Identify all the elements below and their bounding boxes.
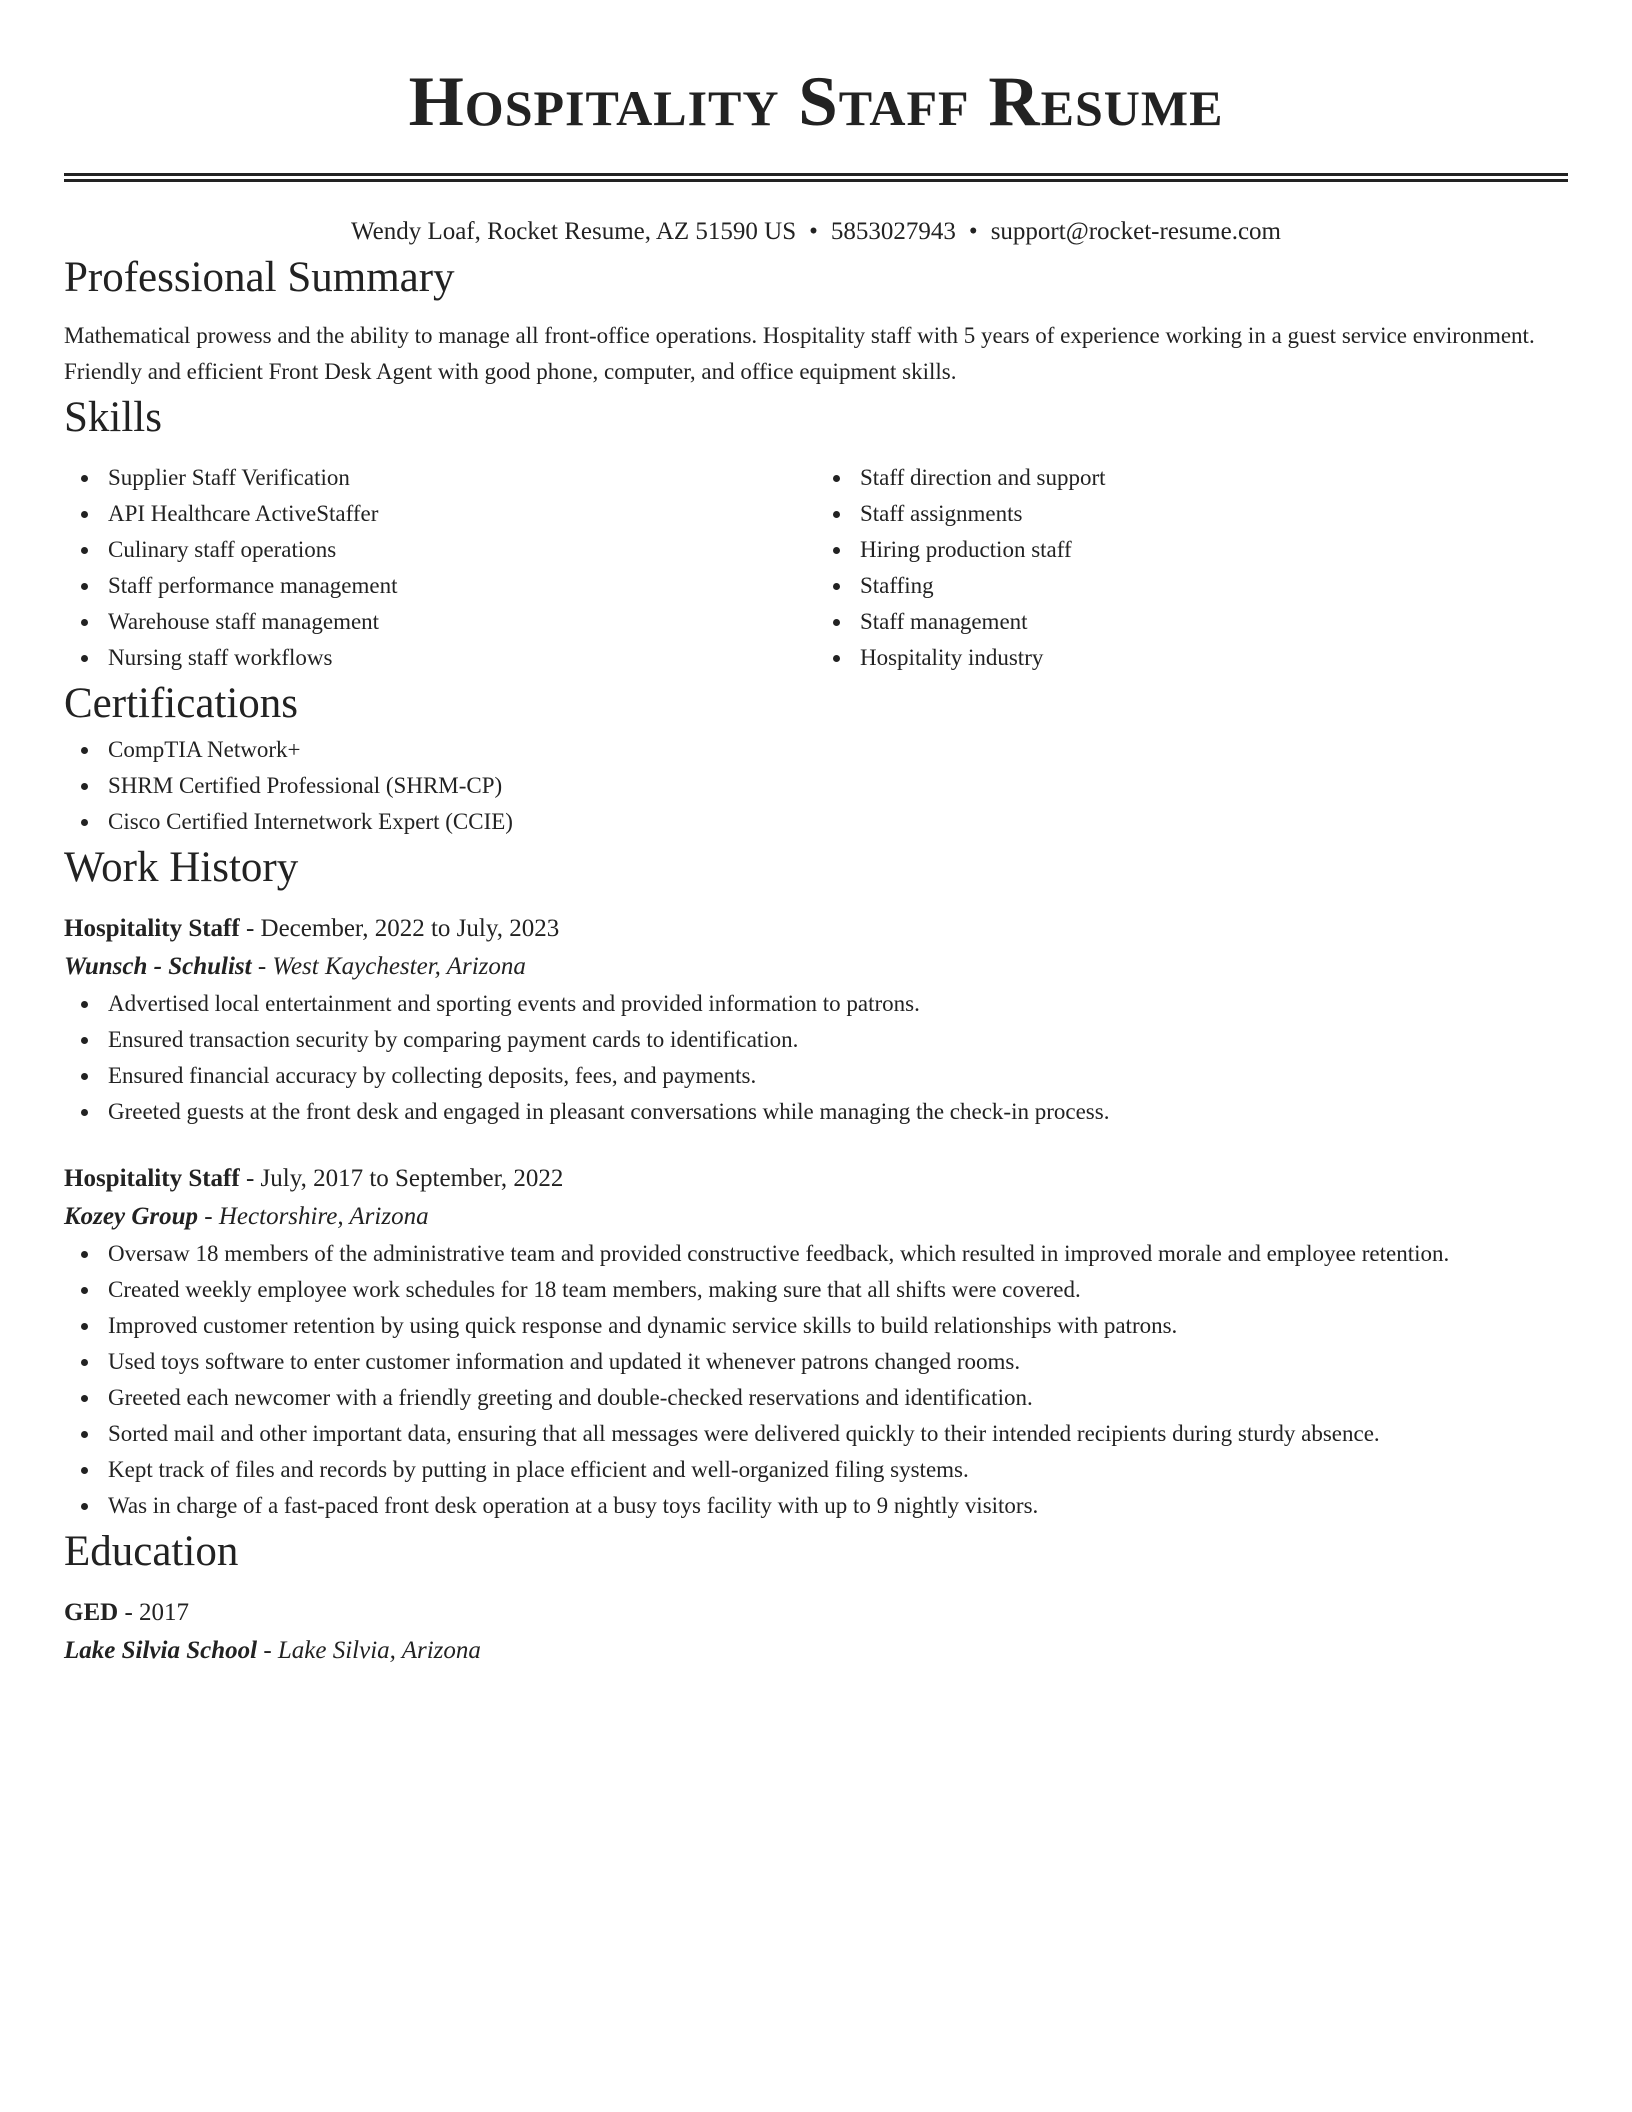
- job-title: Hospitality Staff: [64, 915, 240, 942]
- skill-item: Hospitality industry: [816, 640, 1568, 676]
- job-entry: [64, 910, 1568, 1130]
- contact-email: support@rocket-resume.com: [990, 218, 1281, 245]
- education-school-line: [64, 1632, 1568, 1670]
- summary-text: Mathematical prowess and the ability to manage all front-office operations. Hospitality staff with 5 years of experience working in a guest service environment. Friendly and efficient Front Desk Agent with good phone, computer, and office equipment skills.: [64, 323, 1535, 384]
- skill-item: Staff direction and support: [816, 460, 1568, 496]
- job-duty-item: Advertised local entertainment and sporting events and provided information to patrons.: [64, 986, 1568, 1022]
- education-heading: Education: [64, 1528, 239, 1575]
- skill-item: Staff performance management: [64, 568, 816, 604]
- company-name: Wunsch - Schulist: [64, 953, 252, 980]
- company-name: Kozey Group: [64, 1203, 199, 1230]
- title-divider: [64, 173, 1568, 182]
- skills-list-left: [64, 460, 816, 676]
- job-duty-item: Used toys software to enter customer information and updated it whenever patrons changed rooms.: [64, 1344, 1568, 1380]
- skill-item: Nursing staff workflows: [64, 640, 816, 676]
- job-title-line: [64, 910, 1568, 948]
- education-degree-line: [64, 1594, 1568, 1632]
- job-duty-item: Created weekly employee work schedules for 18 team members, making sure that all shifts were covered.: [64, 1272, 1568, 1308]
- job-dates: - December, 2022 to July, 2023: [239, 915, 560, 942]
- contact-address: Wendy Loaf, Rocket Resume, AZ 51590 US: [351, 218, 797, 245]
- certification-item: CompTIA Network+: [64, 732, 1568, 768]
- job-duty-item: Ensured financial accuracy by collecting deposits, fees, and payments.: [64, 1058, 1568, 1094]
- work-history-heading: Work History: [64, 844, 299, 891]
- job-dates: - July, 2017 to September, 2022: [239, 1165, 564, 1192]
- job-entry: [64, 1160, 1568, 1524]
- skill-item: API Healthcare ActiveStaffer: [64, 496, 816, 532]
- skill-item: Warehouse staff management: [64, 604, 816, 640]
- contact-line: [64, 214, 1568, 250]
- contact-phone: 5853027943: [830, 218, 956, 245]
- company-location: - Hectorshire, Arizona: [198, 1203, 429, 1230]
- summary-heading: Professional Summary: [64, 254, 455, 301]
- job-duty-item: Kept track of files and records by putting in place efficient and well-organized filing systems.: [64, 1452, 1568, 1488]
- job-duty-item: Greeted each newcomer with a friendly greeting and double-checked reservations and identification.: [64, 1380, 1568, 1416]
- company-location: - West Kaychester, Arizona: [251, 953, 526, 980]
- skills-list-right: [816, 460, 1568, 676]
- job-duty-item: Was in charge of a fast-paced front desk operation at a busy toys facility with up to 9 nightly visitors.: [64, 1488, 1568, 1524]
- skill-item: Staff assignments: [816, 496, 1568, 532]
- contact-separator: •: [809, 218, 818, 245]
- job-duty-item: Sorted mail and other important data, ensuring that all messages were delivered quickly to their intended recipients during sturdy absence.: [64, 1416, 1568, 1452]
- certifications-heading: Certifications: [64, 680, 299, 727]
- skills-heading: Skills: [64, 394, 162, 441]
- resume-title: Hospitality Staff Resume: [408, 63, 1224, 141]
- company-line: [64, 1198, 1568, 1236]
- education-school: Lake Silvia School: [64, 1637, 258, 1664]
- education-degree: GED: [64, 1599, 119, 1626]
- job-duty-item: Ensured transaction security by comparing payment cards to identification.: [64, 1022, 1568, 1058]
- job-duty-item: Greeted guests at the front desk and engaged in pleasant conversations while managing the check-in process.: [64, 1094, 1568, 1130]
- job-title: Hospitality Staff: [64, 1165, 240, 1192]
- education-year: - 2017: [118, 1599, 190, 1626]
- certification-item: Cisco Certified Internetwork Expert (CCIE): [64, 804, 1568, 840]
- education-location: - Lake Silvia, Arizona: [257, 1637, 481, 1664]
- skill-item: Supplier Staff Verification: [64, 460, 816, 496]
- job-duties-list: [64, 1236, 1568, 1524]
- job-duty-item: Oversaw 18 members of the administrative team and provided constructive feedback, which resulted in improved morale and employee retention.: [64, 1236, 1568, 1272]
- company-line: [64, 948, 1568, 986]
- skill-item: Hiring production staff: [816, 532, 1568, 568]
- certification-item: SHRM Certified Professional (SHRM-CP): [64, 768, 1568, 804]
- contact-separator: •: [968, 218, 978, 245]
- job-duties-list: [64, 986, 1568, 1130]
- job-title-line: [64, 1160, 1568, 1198]
- skills-columns: [64, 460, 1568, 676]
- job-duty-item: Improved customer retention by using quick response and dynamic service skills to build relationships with patrons.: [64, 1308, 1568, 1344]
- skill-item: Staffing: [816, 568, 1568, 604]
- skill-item: Staff management: [816, 604, 1568, 640]
- skill-item: Culinary staff operations: [64, 532, 816, 568]
- certifications-list: [64, 732, 1568, 840]
